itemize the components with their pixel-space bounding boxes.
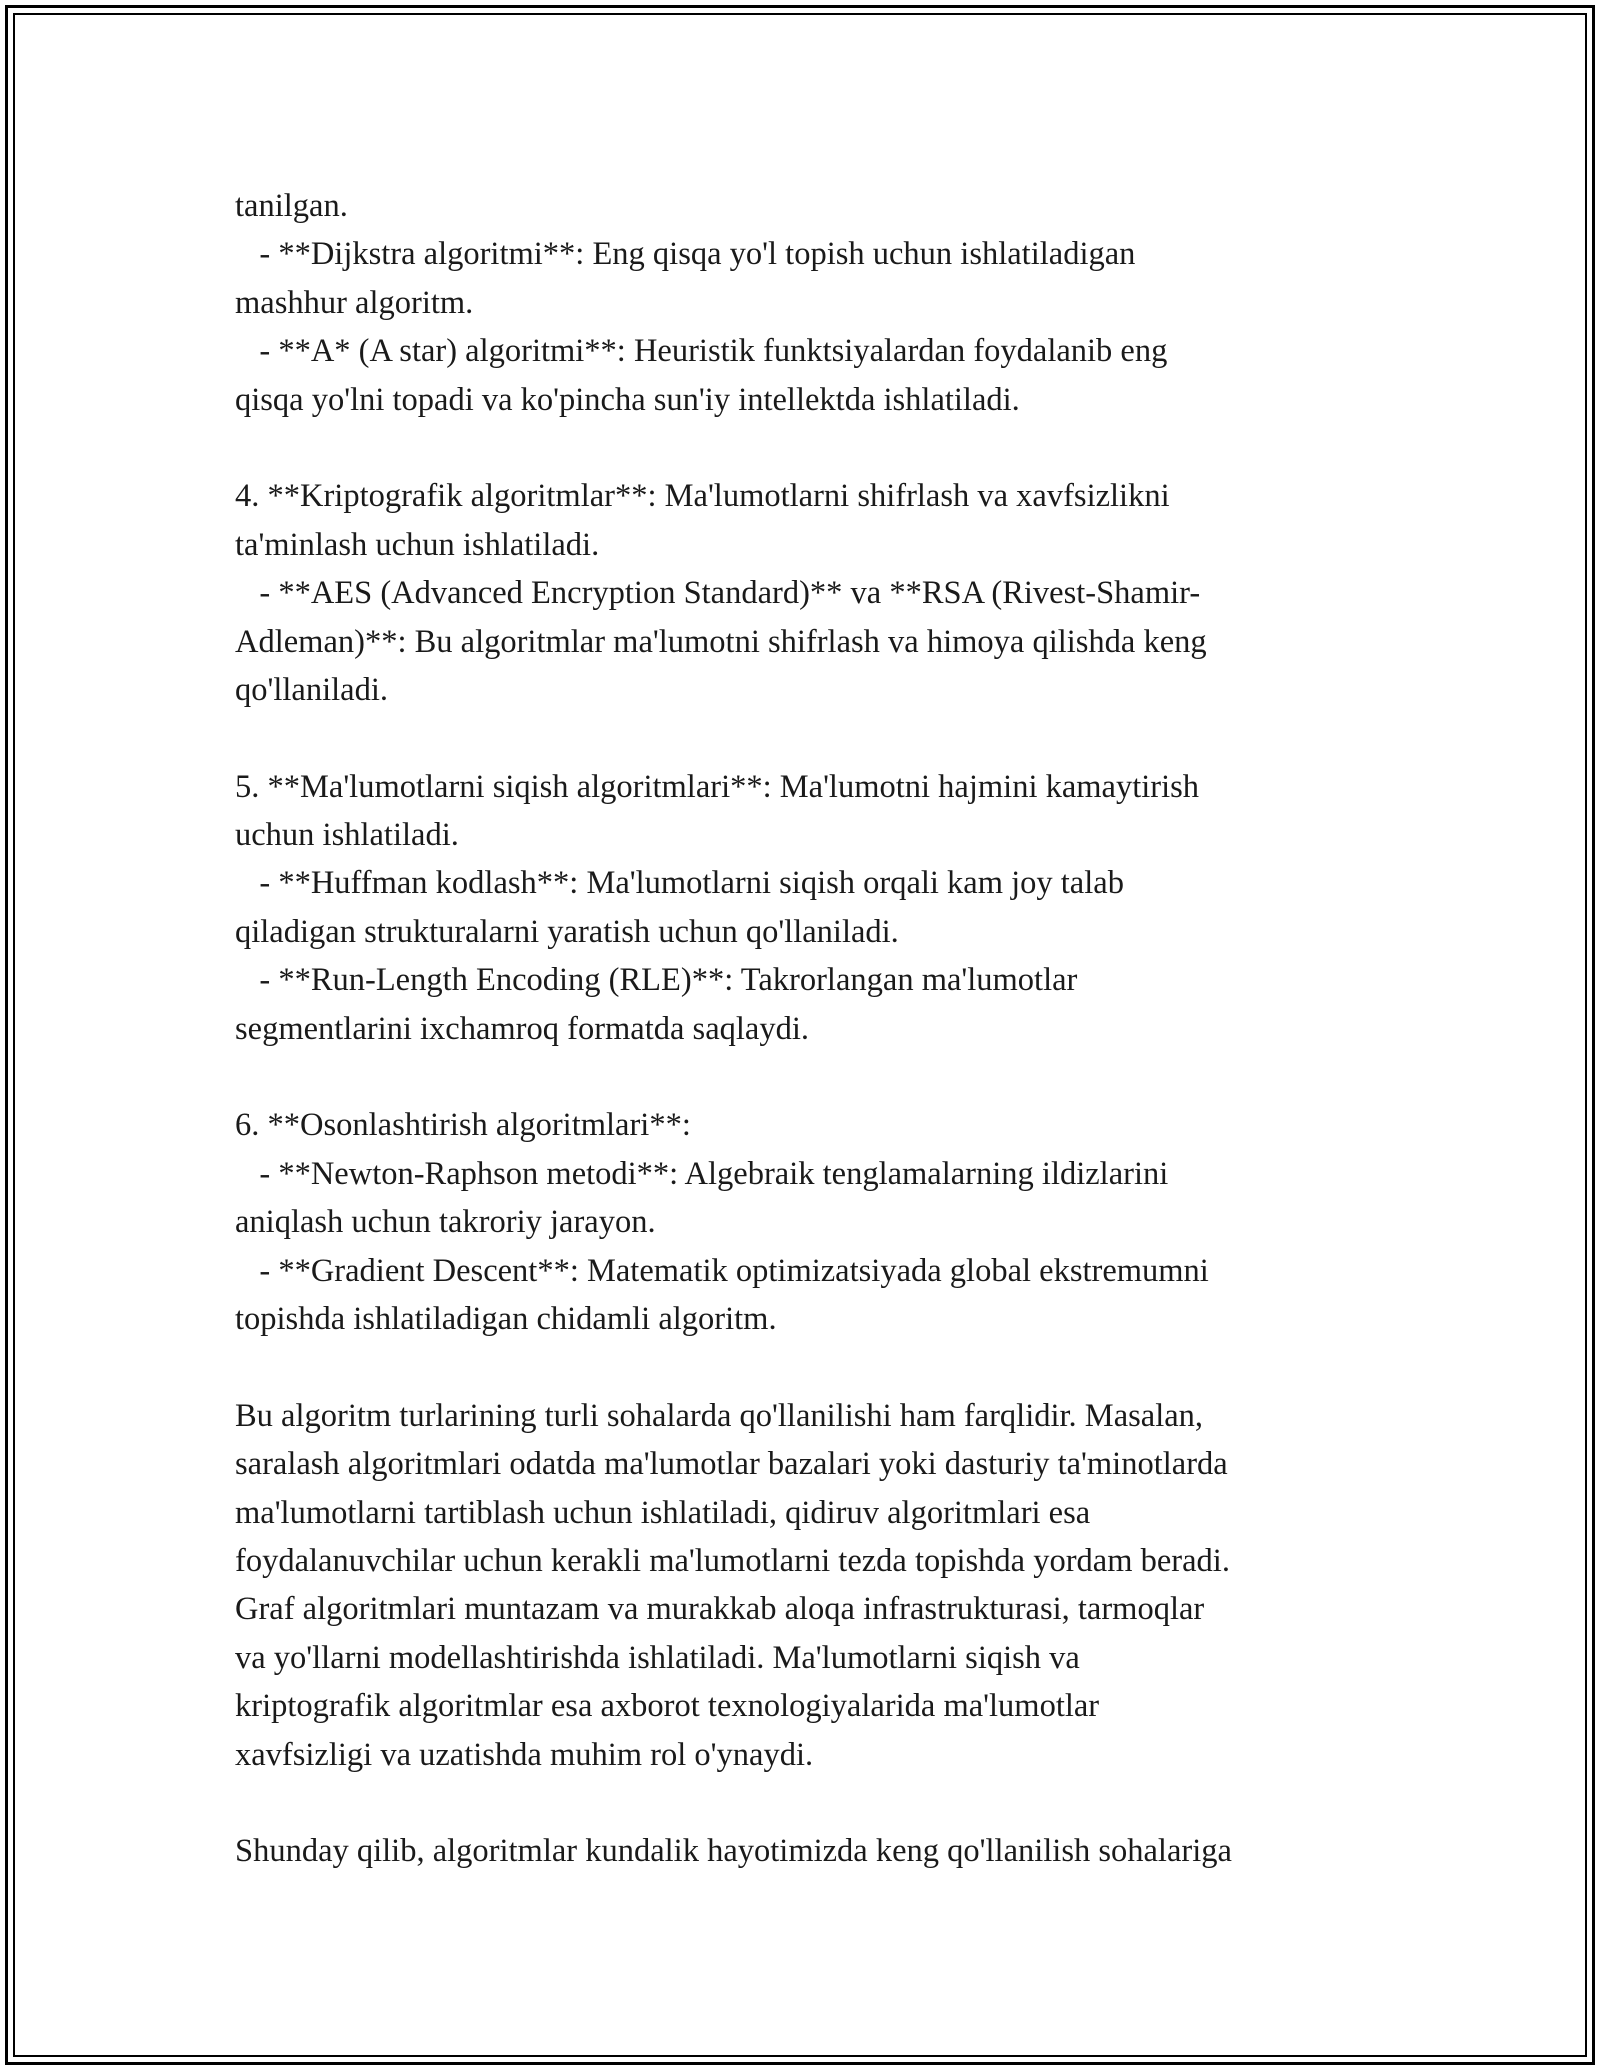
text-line: foydalanuvchilar uchun kerakli ma'lumotlarni tezda topishda yordam beradi. <box>235 1542 1230 1579</box>
text-line: mashhur algoritm. <box>235 284 474 321</box>
blank-line <box>235 1053 1405 1101</box>
text-line: 6. **Osonlashtirish algoritmlari**: <box>235 1107 691 1144</box>
text-line: xavfsizligi va uzatishda muhim rol o'ynaydi. <box>235 1736 814 1773</box>
text-line: 4. **Kriptografik algoritmlar**: Ma'lumotlarni shifrlash va xavfsizlikni <box>235 478 1170 515</box>
blank-line <box>235 1779 1405 1827</box>
text-line: saralash algoritmlari odatda ma'lumotlar bazalari yoki dasturiy ta'minotlarda <box>235 1446 1228 1483</box>
text-line: qiladigan strukturalarni yaratish uchun qo'llaniladi. <box>235 913 899 950</box>
text-line: qo'llaniladi. <box>235 671 388 708</box>
text-line: - **Dijkstra algoritmi**: Eng qisqa yo'l topish uchun ishlatiladigan <box>235 236 1136 273</box>
text-line: ma'lumotlarni tartiblash uchun ishlatiladi, qidiruv algoritmlari esa <box>235 1494 1091 1531</box>
blank-line <box>235 714 1405 762</box>
text-line: 5. **Ma'lumotlarni siqish algoritmlari**: Ma'lumotni hajmini kamaytirish <box>235 768 1200 805</box>
blank-line <box>235 424 1405 472</box>
text-line: - **A* (A star) algoritmi**: Heuristik funktsiyalardan foydalanib eng <box>235 333 1168 370</box>
text-line: - **Newton-Raphson metodi**: Algebraik tenglamalarning ildizlarini <box>235 1155 1169 1192</box>
text-line: aniqlash uchun takroriy jarayon. <box>235 1204 656 1241</box>
blank-line <box>235 1343 1405 1391</box>
text-line: - **AES (Advanced Encryption Standard)** va **RSA (Rivest-Shamir- <box>235 575 1201 612</box>
text-line: qisqa yo'lni topadi va ko'pincha sun'iy intellektda ishlatiladi. <box>235 381 1020 418</box>
text-line: va yo'llarni modellashtirishda ishlatiladi. Ma'lumotlarni siqish va <box>235 1639 1080 1676</box>
text-line: - **Gradient Descent**: Matematik optimizatsiyada global ekstremumni <box>235 1252 1209 1289</box>
text-line: Adleman)**: Bu algoritmlar ma'lumotni shifrlash va himoya qilishda keng <box>235 623 1207 660</box>
text-line: tanilgan. <box>235 188 348 224</box>
text-line: Shunday qilib, algoritmlar kundalik hayotimizda keng qo'llanilish sohalariga <box>235 1833 1232 1870</box>
document-body <box>235 182 1405 1876</box>
text-line: - **Huffman kodlash**: Ma'lumotlarni siqish orqali kam joy talab <box>235 865 1124 902</box>
text-line: - **Run-Length Encoding (RLE)**: Takrorlangan ma'lumotlar <box>235 962 1078 999</box>
text-line: topishda ishlatiladigan chidamli algoritm. <box>235 1300 777 1337</box>
text-line: uchun ishlatiladi. <box>235 817 459 854</box>
text-line: kriptografik algoritmlar esa axborot texnologiyalarida ma'lumotlar <box>235 1688 1100 1725</box>
text-line: Graf algoritmlari muntazam va murakkab aloqa infrastrukturasi, tarmoqlar <box>235 1591 1205 1628</box>
text-line: Bu algoritm turlarining turli sohalarda qo'llanilishi ham farqlidir. Masalan, <box>235 1397 1204 1434</box>
text-line: segmentlarini ixchamroq formatda saqlaydi. <box>235 1010 809 1047</box>
text-line: ta'minlash uchun ishlatiladi. <box>235 526 600 563</box>
